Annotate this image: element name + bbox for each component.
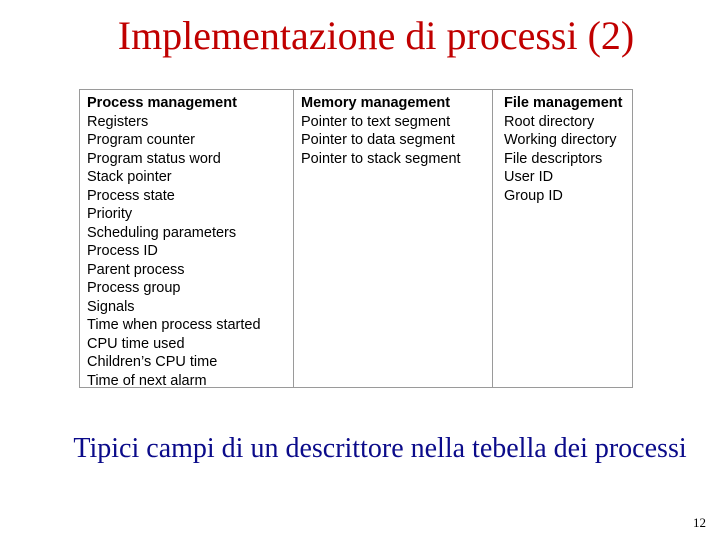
list-item: User ID xyxy=(504,169,554,185)
list-item: Signals xyxy=(87,298,135,315)
list-item: Stack pointer xyxy=(87,169,172,185)
list-item: Pointer to data segment xyxy=(301,132,455,148)
list-item: Group ID xyxy=(504,187,563,204)
list-item: Parent process xyxy=(87,261,185,278)
list-item: Process group xyxy=(87,280,181,296)
list-item: Process ID xyxy=(87,243,158,259)
column-file-management xyxy=(492,90,632,387)
column-memory-management xyxy=(293,90,492,387)
page-number: 12 xyxy=(693,515,706,530)
list-item: CPU time used xyxy=(87,335,185,352)
column-header-process-management: Process management xyxy=(87,95,237,111)
list-item: Time when process started xyxy=(87,317,261,333)
column-header-file-management: File management xyxy=(504,95,623,111)
list-item: Pointer to stack segment xyxy=(301,150,461,167)
list-item: Priority xyxy=(87,206,133,222)
list-file-management xyxy=(504,113,632,206)
column-header-memory-management: Memory management xyxy=(301,95,451,111)
process-descriptor-table xyxy=(79,89,633,388)
list-item: File descriptors xyxy=(504,150,603,167)
list-item: Program counter xyxy=(87,132,195,148)
list-item: Process state xyxy=(87,187,175,204)
list-item: Working directory xyxy=(504,132,617,148)
list-item: Time of next alarm xyxy=(87,372,207,389)
list-item: Program status word xyxy=(87,150,221,167)
list-item: Scheduling parameters xyxy=(87,224,237,241)
list-memory-management xyxy=(301,113,492,169)
list-item: Pointer to text segment xyxy=(301,113,451,130)
list-item: Children’s CPU time xyxy=(87,354,218,370)
slide-title: Implementazione di processi (2) xyxy=(117,13,635,58)
list-item: Registers xyxy=(87,113,149,130)
list-item: Root directory xyxy=(504,113,595,130)
list-process-management xyxy=(87,113,293,391)
slide-caption: Tipici campi di un descrittore nella tebella dei processi xyxy=(73,433,687,464)
column-process-management xyxy=(80,90,293,387)
